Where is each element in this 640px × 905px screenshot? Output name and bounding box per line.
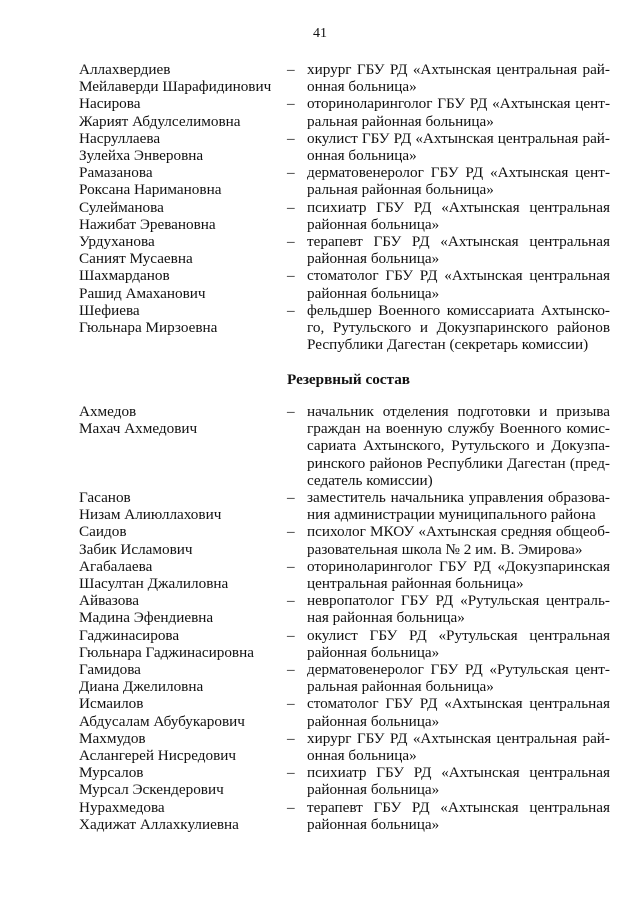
member-given-names: Мадина Эфендиевна [79, 609, 214, 627]
role-line: онная больница» [307, 747, 417, 764]
role-line: разовательная школа № 2 им. В. Эмирова» [307, 540, 583, 558]
member-name [79, 164, 279, 198]
member-role [307, 95, 610, 129]
role-line: районная больница» [307, 250, 440, 268]
member-given-names: Саният Мусаевна [79, 250, 193, 268]
member-role [307, 523, 610, 557]
member-surname: Рамазанова [79, 164, 153, 182]
dash-separator: – [287, 798, 295, 816]
member-surname: Гаджинасирова [79, 626, 180, 644]
role-line: районная больница» [307, 215, 440, 233]
member-given-names: Зулейха Энверовна [79, 147, 204, 164]
member-given-names: Шасултан Джалиловна [79, 575, 229, 592]
role-line: го, Рутульского и Докузпаринского районов [307, 319, 610, 336]
member-role [307, 199, 610, 233]
member-surname: Урдуханова [79, 233, 155, 250]
role-line: невропатолог ГБУ РД «Рутульская централь- [307, 592, 610, 610]
dash-separator: – [287, 729, 295, 747]
member-name [79, 523, 279, 557]
member-surname: Айвазова [79, 592, 140, 610]
member-role [307, 403, 610, 489]
dash-separator: – [287, 592, 295, 610]
role-line: стоматолог ГБУ РД «Ахтынская центральная [307, 695, 610, 713]
role-line: ральная районная больница» [307, 181, 494, 199]
dash-separator: – [287, 523, 295, 541]
role-line: ния администрации муниципального района [307, 506, 596, 524]
role-line: ная районная больница» [307, 609, 465, 627]
member-given-names: Мейлаверди Шарафидинович [79, 78, 272, 96]
member-surname: Махмудов [79, 729, 146, 747]
role-line: психиатр ГБУ РД «Ахтынская центральная [307, 764, 610, 782]
member-name [79, 592, 279, 626]
member-given-names: Гюльнара Гаджинасировна [79, 643, 254, 661]
member-name [79, 661, 279, 695]
dash-separator: – [287, 557, 295, 575]
dash-separator: – [287, 695, 295, 713]
role-line: терапевт ГБУ РД «Ахтынская центральная [307, 233, 610, 250]
dash-separator: – [287, 764, 295, 782]
role-line: седатель комиссии) [307, 471, 433, 489]
member-role [307, 61, 610, 95]
member-surname: Саидов [79, 523, 127, 541]
role-line: психолог МКОУ «Ахтынская средняя общеоб- [307, 523, 610, 541]
member-role [307, 233, 610, 267]
role-line: стоматолог ГБУ РД «Ахтынская центральная [307, 267, 610, 285]
member-role [307, 164, 610, 198]
dash-separator: – [287, 489, 295, 506]
dash-separator: – [287, 233, 295, 250]
role-line: ральная районная больница» [307, 678, 494, 696]
member-given-names: Абдусалам Абубукарович [79, 712, 245, 730]
member-role [307, 695, 610, 729]
member-name [79, 302, 279, 336]
member-given-names: Диана Джелиловна [79, 678, 204, 696]
member-role [307, 799, 610, 833]
member-given-names: Аслангерей Нисредович [79, 747, 237, 764]
role-line: окулист ГБУ РД «Ахтынская центральная рай- [307, 129, 610, 147]
member-name [79, 199, 279, 233]
role-line: районная больница» [307, 815, 440, 833]
member-role [307, 489, 610, 523]
member-surname: Шахмарданов [79, 267, 170, 285]
role-line: оториноларинголог ГБУ РД «Докузпаринская [307, 557, 610, 575]
member-name [79, 764, 279, 798]
role-line: хирург ГБУ РД «Ахтынская центральная рай- [307, 729, 610, 747]
member-given-names: Махач Ахмедович [79, 420, 198, 438]
dash-separator: – [287, 129, 295, 147]
member-name [79, 730, 279, 764]
dash-separator: – [287, 301, 295, 319]
dash-separator: – [287, 661, 295, 678]
role-line: районная больница» [307, 284, 440, 302]
role-line: заместитель начальника управления образова- [307, 489, 610, 506]
member-name [79, 95, 279, 129]
member-role [307, 130, 610, 164]
member-name [79, 130, 279, 164]
member-surname: Мурсалов [79, 764, 144, 782]
member-role [307, 764, 610, 798]
role-line: сариата Ахтынского, Рутульского и Докузпа- [307, 437, 610, 455]
member-given-names: Роксана Наримановна [79, 181, 222, 199]
role-line: районная больница» [307, 781, 440, 799]
member-surname: Нурахмедова [79, 798, 165, 816]
role-line: хирург ГБУ РД «Ахтынская центральная рай- [307, 61, 610, 78]
role-line: дерматовенеролог ГБУ РД «Рутульская цент- [307, 661, 610, 678]
member-surname: Сулейманова [79, 198, 164, 216]
member-surname: Насруллаева [79, 129, 161, 147]
member-role [307, 661, 610, 695]
role-line: районная больница» [307, 643, 440, 661]
dash-separator: – [287, 198, 295, 216]
member-surname: Ахмедов [79, 403, 137, 420]
role-line: районная больница» [307, 712, 440, 730]
member-surname: Шефиева [79, 301, 140, 319]
dash-separator: – [287, 164, 295, 182]
member-surname: Исмаилов [79, 695, 144, 713]
role-line: фельдшер Военного комиссариата Ахтынско- [307, 301, 610, 319]
member-name [79, 627, 279, 661]
dash-separator: – [287, 61, 295, 78]
dash-separator: – [287, 267, 295, 285]
role-line: граждан на военную службу Военного комис- [307, 420, 610, 438]
dash-separator: – [287, 626, 295, 644]
member-name [79, 403, 279, 437]
role-line: ральная районная больница» [307, 112, 494, 130]
page-number: 41 [313, 26, 327, 41]
role-line: онная больница» [307, 147, 417, 164]
member-role [307, 267, 610, 301]
member-name [79, 233, 279, 267]
member-surname: Агабалаева [79, 557, 153, 575]
member-given-names: Хадижат Аллахкулиевна [79, 815, 239, 833]
dash-separator: – [287, 403, 295, 420]
member-name [79, 61, 279, 95]
member-surname: Насирова [79, 95, 141, 113]
role-line: начальник отделения подготовки и призыва [307, 403, 610, 420]
member-given-names: Жарият Абдулселимовна [79, 112, 241, 130]
member-role [307, 627, 610, 661]
member-given-names: Гюльнара Мирзоевна [79, 319, 218, 336]
member-surname: Гамидова [79, 661, 141, 678]
member-given-names: Забик Исламович [79, 540, 193, 558]
member-given-names: Рашид Амаханович [79, 284, 206, 302]
member-name [79, 799, 279, 833]
member-name [79, 267, 279, 301]
member-given-names: Низам Алиюллахович [79, 506, 222, 524]
member-name [79, 558, 279, 592]
role-line: центральная районная больница» [307, 575, 524, 592]
role-line: психиатр ГБУ РД «Ахтынская центральная [307, 198, 610, 216]
member-role [307, 592, 610, 626]
member-role [307, 730, 610, 764]
role-line: терапевт ГБУ РД «Ахтынская центральная [307, 798, 610, 816]
role-line: онная больница» [307, 78, 417, 96]
reserve-heading: Резервный состав [287, 371, 410, 388]
member-given-names: Нажибат Эревановна [79, 215, 216, 233]
role-line: оториноларинголог ГБУ РД «Ахтынская цент- [307, 95, 610, 113]
role-line: ринского районов Республики Дагестан (пред- [307, 454, 610, 472]
member-role [307, 558, 610, 592]
dash-separator: – [287, 95, 295, 113]
member-given-names: Мурсал Эскендерович [79, 781, 224, 799]
member-name [79, 489, 279, 523]
member-surname: Аллахвердиев [79, 61, 171, 78]
member-role [307, 302, 610, 354]
member-surname: Гасанов [79, 489, 131, 506]
role-line: дерматовенеролог ГБУ РД «Ахтынская цент- [307, 164, 610, 182]
role-line: Республики Дагестан (секретарь комиссии) [307, 336, 589, 354]
member-name [79, 695, 279, 729]
role-line: окулист ГБУ РД «Рутульская центральная [307, 626, 610, 644]
